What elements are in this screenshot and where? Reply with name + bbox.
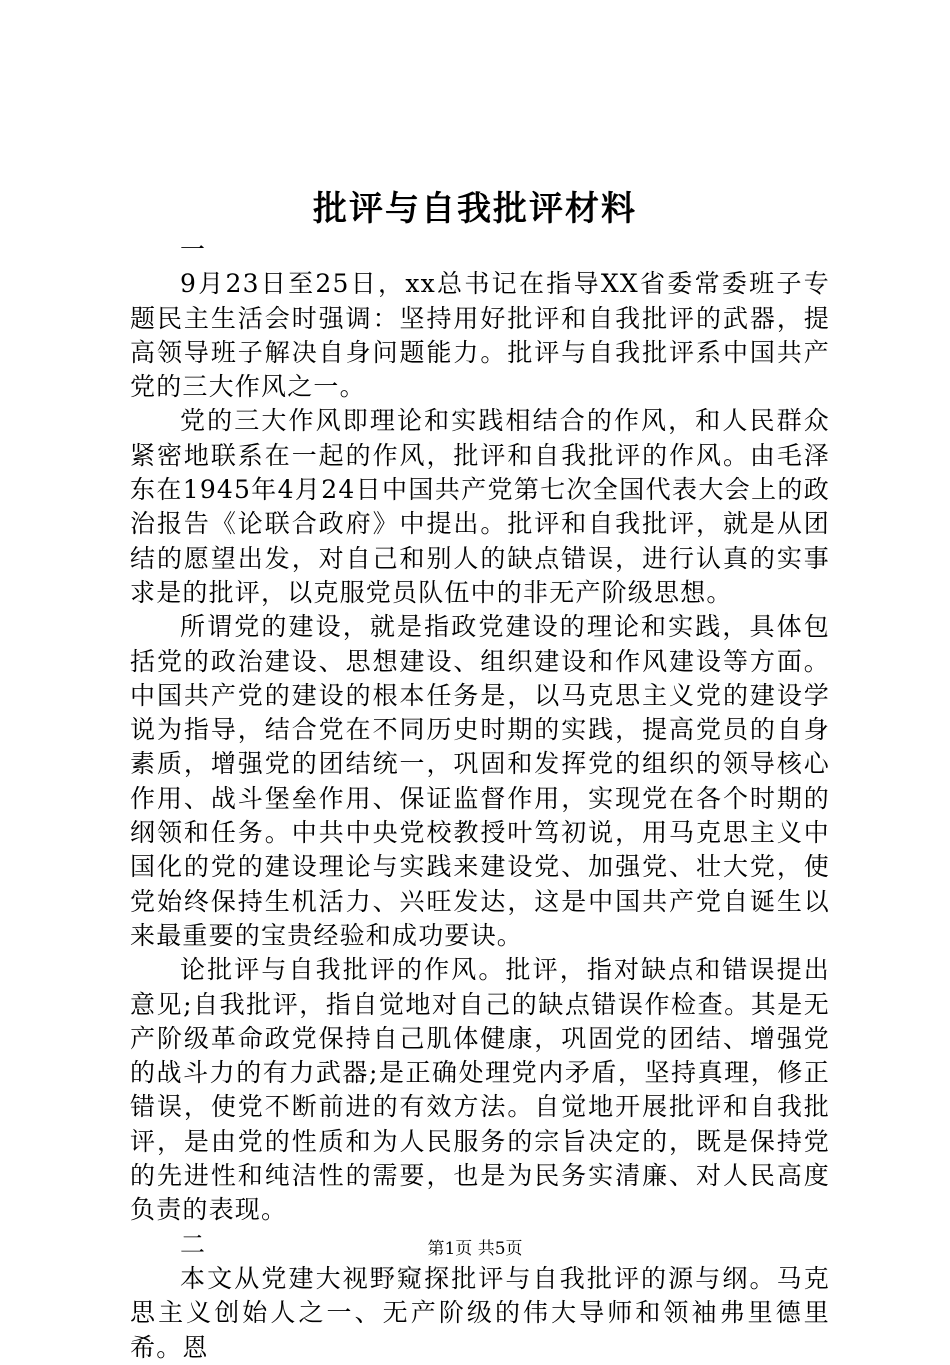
section-heading-one: 一 xyxy=(180,235,206,264)
document-body xyxy=(130,233,830,1365)
paragraph: 本文从党建大视野窥探批评与自我批评的源与纲。马克思主义创始人之一、无产阶级的伟大导师和领袖弗里德里希。恩 xyxy=(130,1263,830,1362)
section-heading-two: 二 xyxy=(180,1229,206,1259)
paragraph: 9月23日至25日，xx总书记在指导XX省委常委班子专题民主生活会时强调：坚持用好批评和自我批评的武器，提高领导班子解决自身问题能力。批评与自我批评系中国共产党的三大作风之一。 xyxy=(130,269,830,402)
paragraph: 论批评与自我批评的作风。批评，指对缺点和错误提出意见;自我批评，指自觉地对自己的缺点错误作检查。其是无产阶级革命政党保持自己肌体健康，巩固党的团结、增强党的战斗力的有力武器;是正确处理党内矛盾，坚持真理，修正错误，使党不断前进的有效方法。自觉地开展批评和自我批评，是由党的性质和为人民服务的宗旨决定的，既是保持党的先进性和纯洁性的需要，也是为民务实清廉、对人民高度负责的表现。 xyxy=(130,955,830,1225)
paragraph: 党的三大作风即理论和实践相结合的作风，和人民群众紧密地联系在一起的作风，批评和自我批评的作风。由毛泽东在1945年4月24日中国共产党第七次全国代表大会上的政治报告《论联合政府》中提出。批评和自我批评，就是从团结的愿望出发，对自己和别人的缺点错误，进行认真的实事求是的批评，以克服党员队伍中的非无产阶级思想。 xyxy=(130,406,830,607)
paragraph: 所谓党的建设，就是指政党建设的理论和实践，具体包括党的政治建设、思想建设、组织建设和作风建设等方面。中国共产党的建设的根本任务是，以马克思主义党的建设学说为指导，结合党在不同历史时期的实践，提高党员的自身素质，增强党的团结统一，巩固和发挥党的组织的领导核心作用、战斗堡垒作用、保证监督作用，实现党在各个时期的纲领和任务。中共中央党校教授叶笃初说，用马克思主义中国化的党的建设理论与实践来建设党、加强党、壮大党，使党始终保持生机活力、兴旺发达，这是中国共产党自诞生以来最重要的宝贵经验和成功要诀。 xyxy=(130,612,830,950)
page-footer: 第1页 共5页 xyxy=(427,1239,523,1259)
document-title: 批评与自我批评材料 xyxy=(313,189,637,229)
